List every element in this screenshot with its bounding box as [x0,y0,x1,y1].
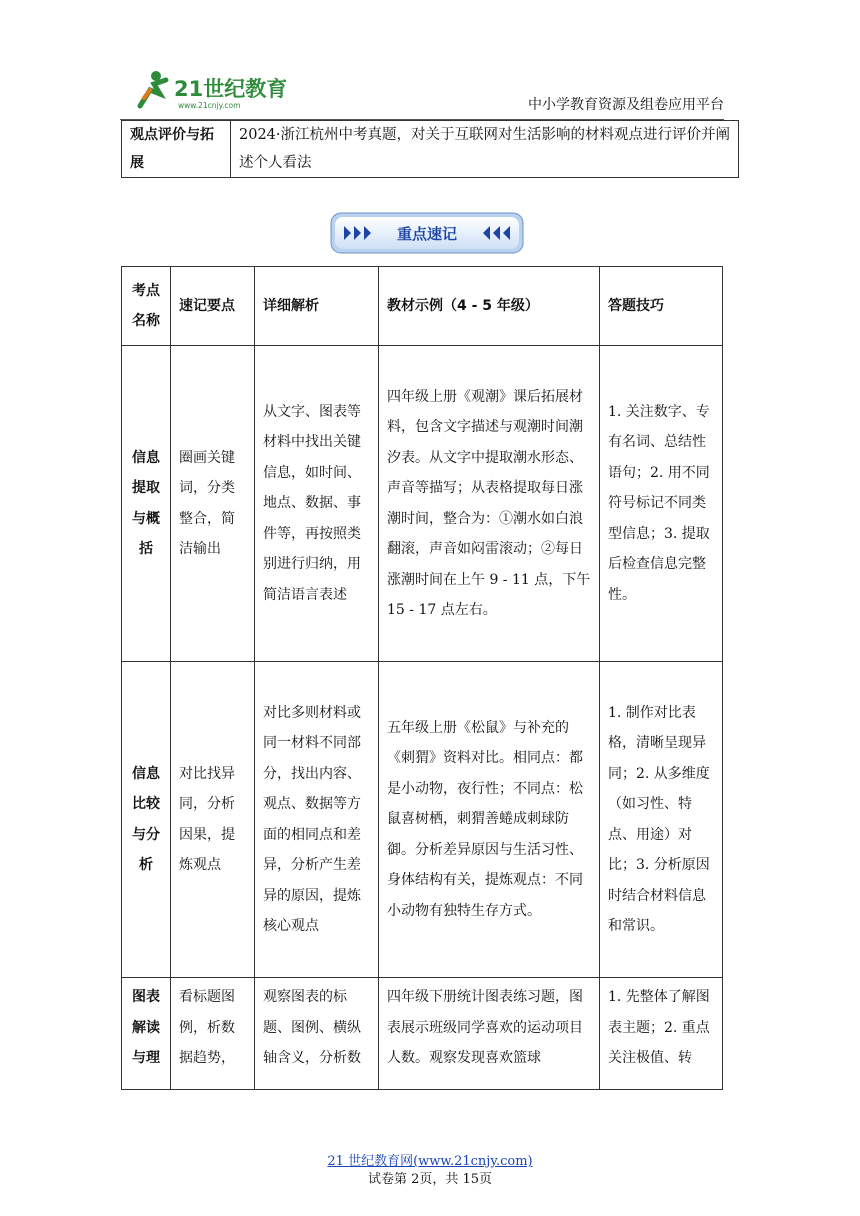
viewpoint-table [121,120,739,178]
page-header [120,64,724,116]
table-row [122,662,723,978]
table-row [122,346,723,662]
table-row [122,978,723,1090]
row-example: 五年级上册《松鼠》与补充的《刺猬》资料对比。相同点：都是小动物，夜行性；不同点：松鼠喜树栖，刺猬善蜷成刺球防御。分析差异原因与生活习性、身体结构有关，提炼观点：不同小动物有独特生存方式。 [379,662,600,978]
table-header-row [122,267,723,346]
row-tips: 1. 制作对比表格，清晰呈现异同；2. 从多维度（如习性、特点、用途）对比；3. 分析原因时结合材料信息和常识。 [600,662,723,978]
header-detail: 详细解析 [255,267,379,346]
row-example: 四年级上册《观潮》课后拓展材料，包含文字描述与观潮时间潮汐表。从文字中提取潮水形态、声音等描写；从表格提取每日涨潮时间，整合为：①潮水如白浪翻滚，声音如闷雷滚动；②每日涨潮时间在上午 9 - 11 点，下午 15 - 17 点左右。 [379,346,600,662]
row-detail: 从文字、图表等材料中找出关键信息，如时间、地点、数据、事件等，再按照类别进行归纳，用简洁语言表述 [255,346,379,662]
viewpoint-content: 2024·浙江杭州中考真题，对关于互联网对生活影响的材料观点进行评价并阐述个人看法 [231,121,739,178]
row-name: 信息提取与概括 [122,346,171,662]
viewpoint-label: 观点评价与拓展 [122,121,231,178]
footer-page-number: 试卷第 2页，共 15页 [367,1172,493,1187]
header-tips: 答题技巧 [600,267,723,346]
row-tips: 1. 先整体了解图表主题；2. 重点关注极值、转 [600,978,723,1090]
row-name: 图表解读与理 [122,978,171,1090]
header-example: 教材示例（4 - 5 年级） [379,267,600,346]
logo-21cnjy [130,68,300,112]
footer-site-link[interactable]: 21 世纪教育网(www.21cnjy.com) [327,1154,533,1169]
row-tips: 1. 关注数字、专有名词、总结性语句；2. 用不同符号标记不同类型信息；3. 提取后检查信息完整性。 [600,346,723,662]
row-example: 四年级下册统计图表练习题，图表展示班级同学喜欢的运动项目人数。观察发现喜欢篮球 [379,978,600,1090]
header-key: 速记要点 [171,267,255,346]
row-detail: 观察图表的标题、图例、横纵轴含义，分析数 [255,978,379,1090]
svg-text:21世纪教育: 21世纪教育 [174,77,288,101]
row-name: 信息比较与分析 [122,662,171,978]
row-detail: 对比多则材料或同一材料不同部分，找出内容、观点、数据等方面的相同点和差异，分析产生差异的原因，提炼核心观点 [255,662,379,978]
section-banner [330,212,524,254]
svg-text:www.21cnjy.com: www.21cnjy.com [178,101,241,110]
row-key: 对比找异同，分析因果，提炼观点 [171,662,255,978]
row-key: 看标题图例，析数据趋势， [171,978,255,1090]
row-key: 圈画关键词，分类整合，简洁输出 [171,346,255,662]
platform-name: 中小学教育资源及组卷应用平台 [528,97,724,113]
header-name: 考点名称 [122,267,171,346]
svg-text:重点速记: 重点速记 [396,225,458,243]
key-points-table [121,266,723,1090]
